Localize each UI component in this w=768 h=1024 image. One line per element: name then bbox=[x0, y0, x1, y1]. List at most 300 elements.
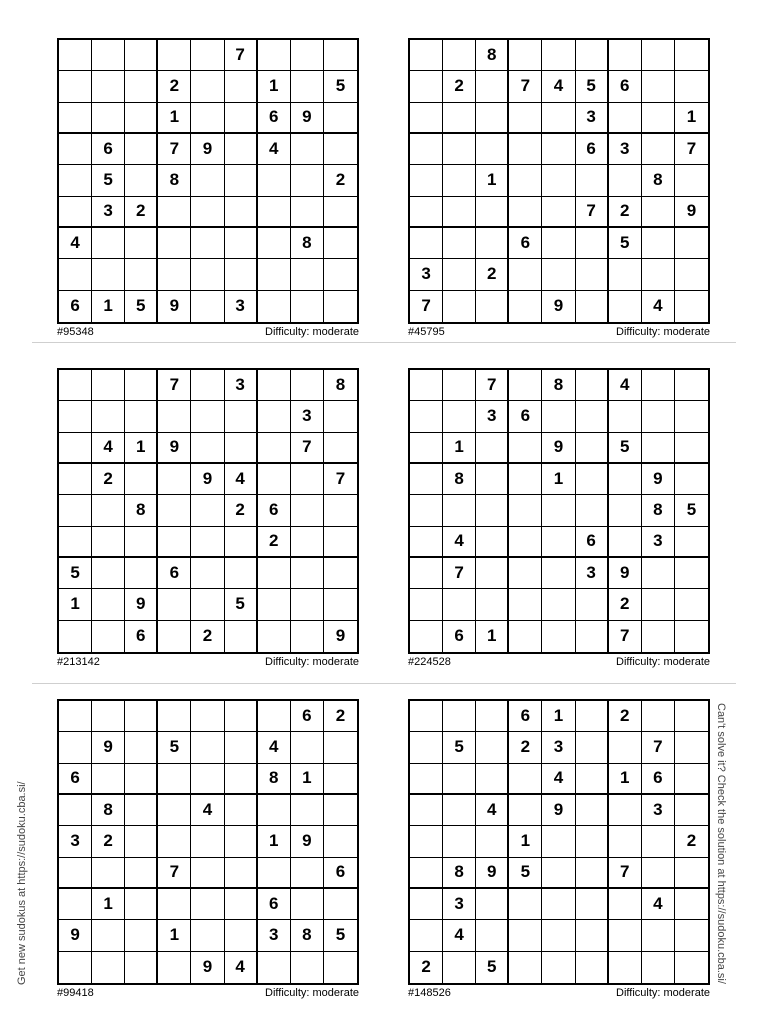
sudoku-cell: 6 bbox=[92, 134, 125, 165]
puzzle-id: #224528 bbox=[408, 656, 451, 668]
sudoku-cell bbox=[258, 589, 291, 620]
sudoku-puzzle-2 bbox=[408, 38, 710, 338]
sudoku-cell bbox=[509, 621, 542, 652]
sudoku-cell bbox=[576, 889, 609, 920]
sudoku-cell: 9 bbox=[476, 858, 509, 889]
sudoku-cell bbox=[225, 433, 258, 464]
sudoku-cell bbox=[291, 259, 324, 290]
sudoku-cell bbox=[576, 589, 609, 620]
sudoku-cell bbox=[542, 197, 575, 228]
sudoku-cell: 4 bbox=[258, 732, 291, 763]
sudoku-cell: 2 bbox=[609, 197, 642, 228]
puzzle-id: #99418 bbox=[57, 987, 94, 999]
sudoku-cell: 1 bbox=[509, 826, 542, 857]
sudoku-cell bbox=[258, 291, 291, 322]
sudoku-cell bbox=[291, 889, 324, 920]
sudoku-cell: 7 bbox=[291, 433, 324, 464]
sudoku-cell: 2 bbox=[609, 701, 642, 732]
sudoku-cell bbox=[158, 826, 191, 857]
sudoku-cell: 3 bbox=[476, 401, 509, 432]
sudoku-cell bbox=[476, 701, 509, 732]
sudoku-cell bbox=[258, 259, 291, 290]
sudoku-cell bbox=[609, 464, 642, 495]
sudoku-grid bbox=[408, 699, 710, 985]
sudoku-cell bbox=[59, 495, 92, 526]
sudoku-grid bbox=[408, 368, 710, 654]
sudoku-cell: 7 bbox=[609, 858, 642, 889]
sudoku-cell bbox=[576, 495, 609, 526]
sudoku-cell bbox=[576, 920, 609, 951]
sudoku-cell: 9 bbox=[191, 464, 224, 495]
sudoku-cell bbox=[675, 464, 708, 495]
sudoku-cell: 6 bbox=[576, 134, 609, 165]
sudoku-cell bbox=[158, 889, 191, 920]
sudoku-cell bbox=[225, 701, 258, 732]
sudoku-cell: 4 bbox=[542, 764, 575, 795]
sudoku-cell bbox=[542, 952, 575, 983]
sudoku-cell bbox=[59, 889, 92, 920]
sudoku-cell: 3 bbox=[225, 291, 258, 322]
sudoku-cell bbox=[476, 826, 509, 857]
sudoku-cell: 7 bbox=[576, 197, 609, 228]
sudoku-cell bbox=[443, 701, 476, 732]
sudoku-cell bbox=[542, 527, 575, 558]
sudoku-cell bbox=[59, 527, 92, 558]
sudoku-cell bbox=[291, 291, 324, 322]
sudoku-cell bbox=[509, 889, 542, 920]
sudoku-cell: 9 bbox=[542, 433, 575, 464]
sudoku-cell bbox=[191, 291, 224, 322]
sudoku-cell: 6 bbox=[576, 527, 609, 558]
sudoku-cell bbox=[125, 764, 158, 795]
sudoku-cell bbox=[59, 134, 92, 165]
sudoku-cell bbox=[410, 134, 443, 165]
sudoku-cell bbox=[125, 103, 158, 134]
sudoku-cell bbox=[410, 621, 443, 652]
sudoku-cell bbox=[225, 165, 258, 196]
sudoku-cell bbox=[576, 464, 609, 495]
sudoku-cell: 4 bbox=[443, 920, 476, 951]
sudoku-cell bbox=[509, 795, 542, 826]
sudoku-cell bbox=[509, 764, 542, 795]
sudoku-cell bbox=[324, 103, 357, 134]
sudoku-cell bbox=[258, 952, 291, 983]
sudoku-cell: 9 bbox=[291, 826, 324, 857]
sudoku-cell bbox=[92, 71, 125, 102]
sudoku-cell: 4 bbox=[642, 291, 675, 322]
sudoku-cell bbox=[191, 71, 224, 102]
sudoku-cell bbox=[225, 228, 258, 259]
sudoku-cell bbox=[609, 889, 642, 920]
sudoku-cell: 4 bbox=[191, 795, 224, 826]
sudoku-cell bbox=[258, 228, 291, 259]
sudoku-cell: 7 bbox=[158, 858, 191, 889]
sudoku-cell bbox=[225, 764, 258, 795]
sudoku-cell bbox=[675, 165, 708, 196]
sudoku-cell: 8 bbox=[443, 464, 476, 495]
sudoku-cell bbox=[92, 40, 125, 71]
sudoku-cell bbox=[191, 701, 224, 732]
sudoku-cell bbox=[258, 858, 291, 889]
sudoku-cell bbox=[158, 701, 191, 732]
sudoku-cell bbox=[291, 495, 324, 526]
sudoku-cell bbox=[92, 764, 125, 795]
sudoku-cell bbox=[576, 370, 609, 401]
sudoku-cell bbox=[443, 228, 476, 259]
sudoku-cell bbox=[59, 197, 92, 228]
sudoku-cell bbox=[410, 764, 443, 795]
sudoku-cell bbox=[125, 401, 158, 432]
side-note-right: Can't solve it? Check the solution at https://sudoku.cba.si/ bbox=[715, 703, 727, 984]
sudoku-cell bbox=[59, 732, 92, 763]
sudoku-cell bbox=[642, 558, 675, 589]
sudoku-cell: 5 bbox=[324, 920, 357, 951]
sudoku-cell bbox=[324, 889, 357, 920]
sudoku-cell: 8 bbox=[258, 764, 291, 795]
sudoku-cell bbox=[125, 527, 158, 558]
sudoku-cell: 6 bbox=[258, 103, 291, 134]
sudoku-cell bbox=[324, 527, 357, 558]
sudoku-cell bbox=[609, 40, 642, 71]
sudoku-cell: 1 bbox=[542, 701, 575, 732]
sudoku-cell bbox=[609, 165, 642, 196]
sudoku-cell bbox=[191, 889, 224, 920]
sudoku-cell: 5 bbox=[609, 228, 642, 259]
sudoku-cell: 6 bbox=[125, 621, 158, 652]
puzzle-id: #213142 bbox=[57, 656, 100, 668]
sudoku-cell bbox=[324, 197, 357, 228]
sudoku-cell bbox=[509, 259, 542, 290]
sudoku-cell: 6 bbox=[609, 71, 642, 102]
sudoku-cell bbox=[542, 495, 575, 526]
sudoku-cell bbox=[59, 370, 92, 401]
sudoku-cell bbox=[59, 952, 92, 983]
sudoku-cell bbox=[92, 558, 125, 589]
sudoku-cell bbox=[125, 732, 158, 763]
sudoku-cell bbox=[675, 228, 708, 259]
sudoku-cell bbox=[225, 134, 258, 165]
sudoku-cell bbox=[576, 795, 609, 826]
sudoku-cell bbox=[225, 826, 258, 857]
sudoku-cell bbox=[476, 889, 509, 920]
sudoku-cell bbox=[443, 495, 476, 526]
sudoku-cell bbox=[92, 103, 125, 134]
puzzle-id: #148526 bbox=[408, 987, 451, 999]
sudoku-cell: 4 bbox=[609, 370, 642, 401]
sudoku-cell: 7 bbox=[158, 134, 191, 165]
sudoku-cell bbox=[542, 889, 575, 920]
sudoku-cell bbox=[291, 40, 324, 71]
sudoku-cell: 2 bbox=[476, 259, 509, 290]
sudoku-cell: 2 bbox=[92, 464, 125, 495]
sudoku-cell: 6 bbox=[509, 401, 542, 432]
sudoku-cell bbox=[642, 433, 675, 464]
sudoku-cell bbox=[92, 858, 125, 889]
sudoku-cell bbox=[225, 71, 258, 102]
sudoku-cell bbox=[191, 732, 224, 763]
sudoku-cell bbox=[542, 259, 575, 290]
sudoku-cell bbox=[324, 795, 357, 826]
sudoku-cell: 4 bbox=[92, 433, 125, 464]
sudoku-puzzle-4 bbox=[408, 368, 710, 668]
sudoku-cell: 3 bbox=[291, 401, 324, 432]
sudoku-cell bbox=[158, 495, 191, 526]
sudoku-puzzle-1 bbox=[57, 38, 359, 338]
sudoku-cell bbox=[542, 40, 575, 71]
sudoku-cell: 8 bbox=[92, 795, 125, 826]
sudoku-cell bbox=[443, 134, 476, 165]
sudoku-cell bbox=[92, 401, 125, 432]
sudoku-cell: 7 bbox=[158, 370, 191, 401]
sudoku-cell bbox=[675, 621, 708, 652]
sudoku-cell bbox=[443, 103, 476, 134]
side-note-left: Get new sudokus at https://sudoku.cba.si/ bbox=[16, 781, 28, 985]
sudoku-cell bbox=[476, 495, 509, 526]
difficulty-label: Difficulty: moderate bbox=[265, 987, 359, 999]
sudoku-cell bbox=[92, 370, 125, 401]
sudoku-cell bbox=[509, 920, 542, 951]
sudoku-cell: 4 bbox=[476, 795, 509, 826]
sudoku-cell: 1 bbox=[542, 464, 575, 495]
sudoku-cell bbox=[410, 920, 443, 951]
sudoku-cell bbox=[675, 40, 708, 71]
sudoku-cell bbox=[410, 464, 443, 495]
sudoku-cell: 3 bbox=[576, 558, 609, 589]
sudoku-cell bbox=[158, 527, 191, 558]
sudoku-cell bbox=[92, 495, 125, 526]
sudoku-cell bbox=[191, 165, 224, 196]
sudoku-cell bbox=[642, 71, 675, 102]
sudoku-cell bbox=[59, 71, 92, 102]
sudoku-cell: 9 bbox=[59, 920, 92, 951]
sudoku-cell bbox=[59, 795, 92, 826]
sudoku-cell bbox=[542, 165, 575, 196]
sudoku-cell: 5 bbox=[509, 858, 542, 889]
sudoku-cell bbox=[675, 764, 708, 795]
sudoku-cell bbox=[542, 920, 575, 951]
sudoku-cell bbox=[291, 952, 324, 983]
sudoku-cell: 3 bbox=[609, 134, 642, 165]
sudoku-cell bbox=[258, 370, 291, 401]
sudoku-cell bbox=[675, 291, 708, 322]
sudoku-cell bbox=[258, 165, 291, 196]
sudoku-cell: 1 bbox=[443, 433, 476, 464]
sudoku-cell bbox=[443, 589, 476, 620]
sudoku-cell bbox=[609, 401, 642, 432]
sudoku-cell bbox=[542, 858, 575, 889]
sudoku-cell bbox=[158, 621, 191, 652]
sudoku-cell: 9 bbox=[609, 558, 642, 589]
sudoku-cell bbox=[410, 165, 443, 196]
sudoku-cell bbox=[258, 433, 291, 464]
sudoku-cell bbox=[609, 291, 642, 322]
sudoku-cell bbox=[509, 433, 542, 464]
sudoku-cell bbox=[324, 952, 357, 983]
sudoku-cell bbox=[410, 527, 443, 558]
sudoku-cell bbox=[476, 732, 509, 763]
sudoku-cell bbox=[642, 826, 675, 857]
sudoku-cell bbox=[576, 858, 609, 889]
sudoku-cell bbox=[225, 795, 258, 826]
sudoku-cell: 7 bbox=[509, 71, 542, 102]
sudoku-cell bbox=[324, 495, 357, 526]
sudoku-cell bbox=[443, 165, 476, 196]
sudoku-cell: 3 bbox=[576, 103, 609, 134]
sudoku-cell: 5 bbox=[576, 71, 609, 102]
sudoku-cell: 9 bbox=[542, 291, 575, 322]
sudoku-grid bbox=[408, 38, 710, 324]
sudoku-cell: 1 bbox=[476, 621, 509, 652]
sudoku-cell: 9 bbox=[542, 795, 575, 826]
sudoku-cell bbox=[258, 40, 291, 71]
sudoku-cell: 3 bbox=[542, 732, 575, 763]
sudoku-grid bbox=[57, 38, 359, 324]
sudoku-cell bbox=[476, 527, 509, 558]
sudoku-cell: 1 bbox=[291, 764, 324, 795]
sudoku-cell: 6 bbox=[158, 558, 191, 589]
sudoku-cell bbox=[642, 920, 675, 951]
sudoku-cell bbox=[609, 103, 642, 134]
sudoku-cell: 3 bbox=[642, 795, 675, 826]
puzzle-id: #45795 bbox=[408, 326, 445, 338]
sudoku-cell bbox=[92, 952, 125, 983]
sudoku-cell bbox=[476, 433, 509, 464]
sudoku-cell bbox=[576, 764, 609, 795]
sudoku-cell bbox=[476, 103, 509, 134]
sudoku-cell: 2 bbox=[410, 952, 443, 983]
sudoku-cell: 4 bbox=[542, 71, 575, 102]
sudoku-cell bbox=[509, 370, 542, 401]
sudoku-cell bbox=[642, 858, 675, 889]
sudoku-cell bbox=[125, 558, 158, 589]
sudoku-cell: 8 bbox=[642, 165, 675, 196]
sudoku-cell bbox=[324, 558, 357, 589]
sudoku-cell: 5 bbox=[158, 732, 191, 763]
sudoku-cell bbox=[191, 370, 224, 401]
sudoku-cell: 5 bbox=[443, 732, 476, 763]
sudoku-cell bbox=[509, 291, 542, 322]
sudoku-cell: 4 bbox=[642, 889, 675, 920]
sudoku-cell bbox=[576, 259, 609, 290]
sudoku-cell bbox=[291, 527, 324, 558]
difficulty-label: Difficulty: moderate bbox=[616, 656, 710, 668]
sudoku-cell: 4 bbox=[225, 464, 258, 495]
sudoku-cell bbox=[509, 527, 542, 558]
sudoku-cell: 1 bbox=[158, 103, 191, 134]
sudoku-cell: 3 bbox=[258, 920, 291, 951]
sudoku-cell bbox=[59, 165, 92, 196]
sudoku-cell bbox=[291, 558, 324, 589]
difficulty-label: Difficulty: moderate bbox=[616, 987, 710, 999]
sudoku-cell bbox=[410, 40, 443, 71]
sudoku-cell: 8 bbox=[476, 40, 509, 71]
sudoku-cell bbox=[291, 732, 324, 763]
sudoku-cell bbox=[158, 228, 191, 259]
sudoku-cell bbox=[675, 858, 708, 889]
sudoku-cell bbox=[576, 621, 609, 652]
sudoku-cell: 5 bbox=[609, 433, 642, 464]
sudoku-cell bbox=[476, 197, 509, 228]
sudoku-cell bbox=[324, 40, 357, 71]
sudoku-cell bbox=[476, 464, 509, 495]
sudoku-cell bbox=[158, 40, 191, 71]
sudoku-cell bbox=[675, 701, 708, 732]
sudoku-cell: 6 bbox=[59, 291, 92, 322]
sudoku-cell: 7 bbox=[609, 621, 642, 652]
sudoku-cell bbox=[191, 558, 224, 589]
sudoku-cell bbox=[125, 134, 158, 165]
sudoku-cell bbox=[225, 732, 258, 763]
sudoku-cell bbox=[158, 764, 191, 795]
sudoku-cell bbox=[125, 165, 158, 196]
sudoku-cell bbox=[59, 401, 92, 432]
sudoku-cell: 1 bbox=[476, 165, 509, 196]
sudoku-cell bbox=[92, 228, 125, 259]
sudoku-cell bbox=[609, 527, 642, 558]
sudoku-cell: 6 bbox=[59, 764, 92, 795]
sudoku-cell bbox=[158, 589, 191, 620]
sudoku-cell: 7 bbox=[642, 732, 675, 763]
sudoku-cell: 9 bbox=[642, 464, 675, 495]
sudoku-cell: 2 bbox=[125, 197, 158, 228]
sudoku-cell bbox=[191, 589, 224, 620]
sudoku-cell bbox=[675, 732, 708, 763]
sudoku-cell bbox=[59, 464, 92, 495]
sudoku-cell bbox=[258, 701, 291, 732]
sudoku-cell bbox=[125, 889, 158, 920]
sudoku-cell: 1 bbox=[258, 826, 291, 857]
sudoku-cell: 8 bbox=[291, 920, 324, 951]
sudoku-cell bbox=[509, 165, 542, 196]
sudoku-cell bbox=[258, 558, 291, 589]
sudoku-cell bbox=[642, 589, 675, 620]
sudoku-puzzle-6 bbox=[408, 699, 710, 999]
difficulty-label: Difficulty: moderate bbox=[265, 326, 359, 338]
sudoku-cell: 2 bbox=[609, 589, 642, 620]
sudoku-cell bbox=[191, 401, 224, 432]
sudoku-cell: 6 bbox=[291, 701, 324, 732]
sudoku-cell bbox=[642, 401, 675, 432]
sudoku-cell: 5 bbox=[125, 291, 158, 322]
sudoku-cell bbox=[410, 401, 443, 432]
sudoku-cell bbox=[324, 291, 357, 322]
sudoku-cell bbox=[125, 952, 158, 983]
sudoku-cell bbox=[609, 732, 642, 763]
sudoku-cell bbox=[542, 826, 575, 857]
sudoku-cell bbox=[576, 826, 609, 857]
sudoku-cell bbox=[324, 826, 357, 857]
sudoku-cell: 4 bbox=[225, 952, 258, 983]
sudoku-cell: 8 bbox=[642, 495, 675, 526]
sudoku-cell: 7 bbox=[443, 558, 476, 589]
sudoku-cell bbox=[291, 464, 324, 495]
sudoku-cell bbox=[225, 920, 258, 951]
sudoku-cell: 9 bbox=[92, 732, 125, 763]
sudoku-cell bbox=[675, 259, 708, 290]
sudoku-cell: 5 bbox=[225, 589, 258, 620]
sudoku-cell bbox=[191, 920, 224, 951]
sudoku-cell bbox=[609, 259, 642, 290]
sudoku-cell bbox=[125, 920, 158, 951]
sudoku-cell bbox=[125, 795, 158, 826]
sudoku-cell bbox=[225, 858, 258, 889]
sudoku-cell bbox=[410, 495, 443, 526]
sudoku-cell bbox=[92, 259, 125, 290]
sudoku-cell bbox=[675, 558, 708, 589]
sudoku-cell: 9 bbox=[158, 433, 191, 464]
sudoku-cell bbox=[675, 589, 708, 620]
sudoku-cell bbox=[225, 103, 258, 134]
